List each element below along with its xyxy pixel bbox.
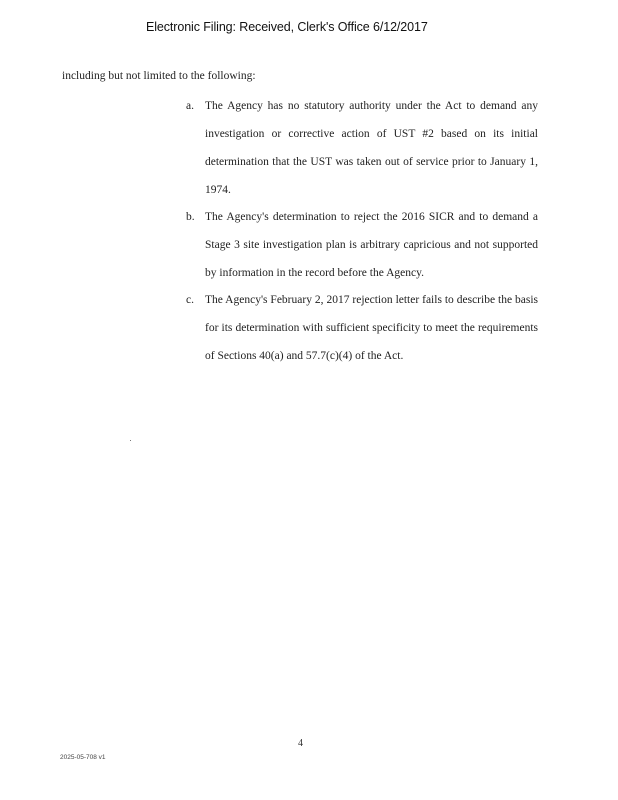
- list-item-letter: b.: [186, 211, 195, 223]
- intro-text: including but not limited to the following:: [62, 70, 256, 82]
- list-item: [186, 92, 538, 204]
- list-item: [186, 286, 538, 370]
- list-item-text: The Agency has no statutory authority under the Act to demand any investigation or corrective action of UST #2 based on its initial determination that the UST was taken out of service prior to January 1, 1974.: [205, 100, 538, 196]
- list-item-text: The Agency's determination to reject the 2016 SICR and to demand a Stage 3 site investigation plan is arbitrary capricious and not supported by information in the record before the Agency.: [205, 211, 538, 279]
- filing-stamp: Electronic Filing: Received, Clerk's Office 6/12/2017: [146, 20, 428, 34]
- document-id: 2025-05-708 v1: [60, 754, 106, 761]
- list-item-letter: a.: [186, 100, 194, 112]
- page-number: 4: [298, 738, 303, 749]
- list-item-letter: c.: [186, 294, 194, 306]
- list-item: [186, 203, 538, 287]
- scan-artifact: [130, 440, 131, 441]
- list-item-text: The Agency's February 2, 2017 rejection letter fails to describe the basis for its determination with sufficient specificity to meet the requirements of Sections 40(a) and 57.7(c)(4) of the Act.: [205, 294, 538, 362]
